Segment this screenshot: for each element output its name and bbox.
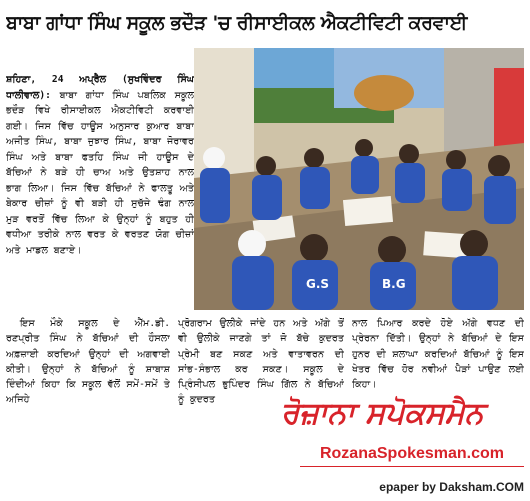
news-photo-students-activity (194, 48, 524, 310)
newspaper-masthead: ਰੋਜ਼ਾਨਾ ਸਪੋਕਸਮੈਨ (280, 396, 484, 431)
student-head (300, 234, 328, 262)
student-uniform (300, 167, 330, 209)
epaper-credit: epaper by Daksham.COM (379, 480, 524, 494)
shirt-print: G.S (306, 277, 330, 291)
article-lead-paragraph (6, 72, 194, 258)
student-uniform (351, 156, 379, 194)
student-head (256, 156, 276, 176)
website-link[interactable]: RozanaSpokesman.com (319, 445, 505, 462)
student-head (399, 144, 419, 164)
mural-animal (354, 75, 414, 111)
divider-rule (300, 466, 524, 467)
paper-sheet (343, 196, 393, 226)
article-headline: ਬਾਬਾ ਗਾਂਧਾ ਸਿੰਘ ਸਕੂਲ ਭਦੌੜ 'ਚ ਰੀਸਾਈਕਲ ਐਕਟੀਵਿਟੀ ਕਰਵਾਈ (6, 12, 468, 34)
student-uniform (252, 175, 282, 220)
student-uniform (395, 163, 425, 203)
student-head (460, 230, 488, 258)
dateline: ਸ਼ਹਿਣਾ, 24 ਅਪ੍ਰੈਲ (ਸੁਖਵਿੰਦਰ ਸਿੰਘ ਧਾਲੀਵਾਲ): (6, 74, 194, 101)
paragraph-4: ਨਾਲ ਪਿਆਰ ਕਰਦੇ ਹੋਏ ਅੱਗੇ ਵਧਣ ਦੀ ਪ੍ਰੇਰਨਾ ਦਿੱਤੀ। ਉਨ੍ਹਾਂ ਨੇ ਬੱਚਿਆਂ ਦੇ ਇਸ ਹੁਨਰ ਦੀ ਸ਼ਲਾਘਾ ਕਰਦਿਆਂ ਬੱਚਿਆਂ ਨੂੰ ਇਸ ਖੇਤਰ ਵਿੱਚ ਹੋਰ ਨਵੀਆਂ ਪੈੜਾਂ ਪਾਉਣ ਲਈ ਕਿਹਾ। (352, 318, 524, 391)
shirt-print: B.G (382, 277, 406, 291)
student-uniform (200, 168, 230, 223)
student-head (378, 236, 406, 264)
student-turban (238, 230, 266, 258)
student-head (355, 139, 373, 157)
student-uniform (484, 176, 516, 224)
paragraph-1: ਬਾਬਾ ਗਾਂਧਾ ਸਿੰਘ ਪਬਲਿਕ ਸਕੂਲ ਭਦੌੜ ਵਿਖੇ ਰੀਸਾਈਕਲ ਐਕਟੀਵਿਟੀ ਕਰਵਾਈ ਗਈ। ਜਿਸ ਵਿੱਚ ਹਾਊਸ ਅਨੁਸਾਰ ਕੁਆਰ ਬਾਬਾ ਅਜੀਤ ਸਿੰਘ, ਬਾਬਾ ਜੁਝਾਰ ਸਿੰਘ, ਬਾਬਾ ਜੋਰਾਵਰ ਸਿੰਘ ਅਤੇ ਬਾਬਾ ਫਤਹਿ ਸਿੰਘ ਜੀ ਹਾਊਸ ਦੇ ਬੱਚਿਆਂ ਨੇ ਬੜੇ ਹੀ ਚਾਅ ਅਤੇ ਉਤਸ਼ਾਹ ਨਾਲ ਭਾਗ ਲਿਆ। ਜਿਸ ਵਿੱਚ ਬੱਚਿਆਂ ਨੇ ਫਾਲਤੂ ਅਤੇ ਬੇਕਾਰ ਚੀਜ਼ਾਂ ਨੂੰ ਵੀ ਬੜੀ ਹੀ ਸੁਚੱਜੇ ਢੰਗ ਨਾਲ ਮੁੜ ਵਰਤੋਂ ਵਿੱਚ ਲਿਆ ਕੇ ਉਨ੍ਹਾਂ ਨੂੰ ਬਹੁਤ ਹੀ ਵਧੀਆ ਤਰੀਕੇ ਨਾਲ ਵਰਤ ਕੇ ਵਰਤਣ ਯੋਗ ਚੀਜ਼ਾਂ ਅਤੇ ਮਾਡਲ ਬਣਾਏ। (6, 89, 194, 256)
photo-illustration (194, 48, 524, 310)
student-uniform (442, 169, 472, 211)
paragraph-2: ਇਸ ਮੌਕੇ ਸਕੂਲ ਦੇ ਐੱਮ.ਡੀ. ਰਣਪ੍ਰੀਤ ਸਿੰਘ ਨੇ ਬੱਚਿਆਂ ਦੀ ਹੌਸਲਾ ਅਫ਼ਜ਼ਾਈ ਕਰਦਿਆਂ ਉਨ੍ਹਾਂ ਦੀ ਅਗਵਾਈ ਕੀਤੀ। ਉਨ੍ਹਾਂ ਨੇ ਬੱਚਿਆਂ ਨੂੰ ਸ਼ਾਬਾਸ਼ ਦਿੰਦੀਆਂ ਕਿਹਾ ਕਿ ਸਕੂਲ ਵੱਲੋਂ ਸਮੇਂ-ਸਮੇਂ ਤੇ ਅਜਿਹੇ (6, 318, 170, 406)
paragraph-3: ਪ੍ਰੋਗਰਾਮ ਉਲੀਕੇ ਜਾਂਦੇ ਹਨ ਅਤੇ ਅੱਗੇ ਤੋਂ ਵੀ ਉਲੀਕੇ ਜਾਣਗੇ ਤਾਂ ਜੋ ਬੱਚੇ ਕੁਦਰਤ ਪ੍ਰੇਮੀ ਬਣ ਸਕਣ ਅਤੇ ਵਾਤਾਵਰਨ ਦੀ ਸਾਂਭ-ਸੰਭਾਲ ਕਰ ਸਕਣ। ਸਕੂਲ ਦੇ ਪ੍ਰਿੰਸੀਪਲ ਭੁਪਿੰਦਰ ਸਿੰਘ ਗਿੱਲ ਨੇ ਬੱਚਿਆਂ ਨੂੰ ਕੁਦਰਤ (178, 318, 344, 406)
student-head (488, 155, 510, 177)
student-turban (203, 147, 225, 169)
student-head (304, 148, 324, 168)
article-column-left (6, 72, 194, 310)
student-uniform-foreground (232, 256, 274, 310)
student-uniform-foreground (452, 256, 498, 310)
student-head (446, 150, 466, 170)
